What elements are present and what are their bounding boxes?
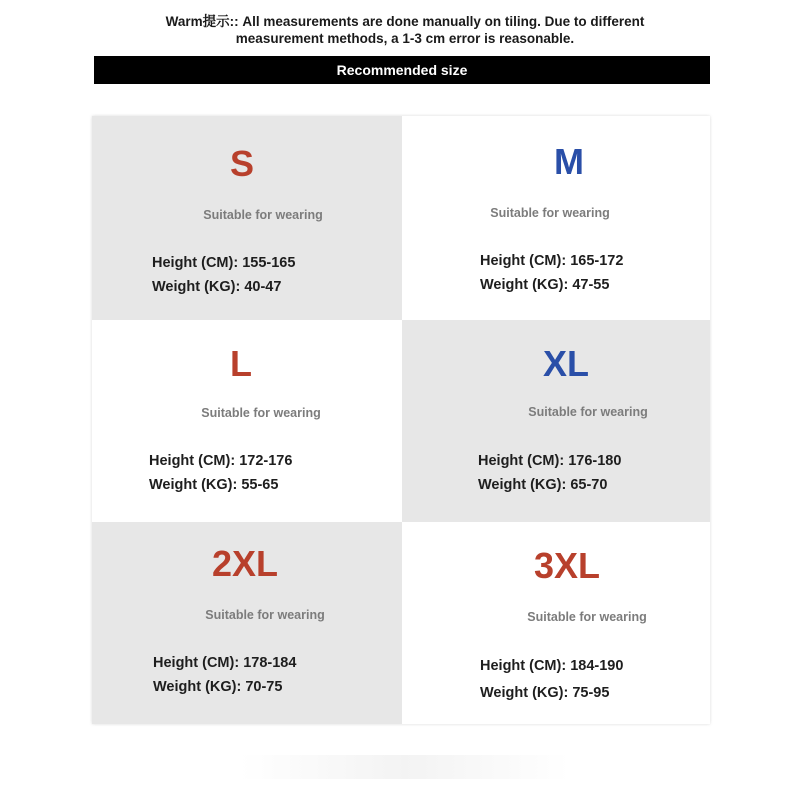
recommended-size-banner [94,56,710,84]
height-range: Height (CM): 178-184 [153,655,297,671]
size-spec [480,249,623,297]
size-spec [152,251,295,299]
suitable-label: Suitable for wearing [205,608,325,622]
size-label: S [229,143,254,184]
height-range: Height (CM): 172-176 [149,453,293,469]
size-spec [480,654,623,705]
size-spec [153,651,296,699]
suitable-label: Suitable for wearing [490,206,610,220]
notice-line-2: measurement methods, a 1-3 cm error is reasonable. [235,31,575,46]
suitable-label: Suitable for wearing [528,405,648,419]
size-grid [92,116,710,724]
suitable-label: Suitable for wearing [527,610,647,624]
size-card-3xl [402,522,710,724]
weight-range: Weight (KG): 70-75 [153,679,283,695]
size-spec [478,449,621,497]
size-card-m [402,116,710,320]
weight-range: Weight (KG): 65-70 [478,477,608,493]
measurement-notice [100,13,710,47]
notice-line-1: Warm提示:: All measurements are done manually on tiling. Due to different [165,14,645,29]
footer-fade [240,755,570,779]
weight-range: Weight (KG): 55-65 [149,477,279,493]
size-label: 3XL [533,545,601,586]
banner-title: Recommended size [336,62,468,78]
weight-range: Weight (KG): 75-95 [480,685,610,701]
size-card-l [92,320,402,522]
size-card-s [92,116,402,320]
weight-range: Weight (KG): 40-47 [152,279,282,295]
size-label: M [554,141,584,182]
size-label: 2XL [211,543,279,584]
height-range: Height (CM): 165-172 [480,253,624,269]
size-spec [149,449,292,497]
size-card-2xl [92,522,402,724]
height-range: Height (CM): 176-180 [478,453,622,469]
suitable-label: Suitable for wearing [203,208,323,222]
weight-range: Weight (KG): 47-55 [480,277,610,293]
height-range: Height (CM): 155-165 [152,255,296,271]
size-label: XL [542,343,589,384]
size-card-xl [402,320,710,522]
suitable-label: Suitable for wearing [201,406,321,420]
size-label: L [230,343,252,384]
height-range: Height (CM): 184-190 [480,658,624,674]
